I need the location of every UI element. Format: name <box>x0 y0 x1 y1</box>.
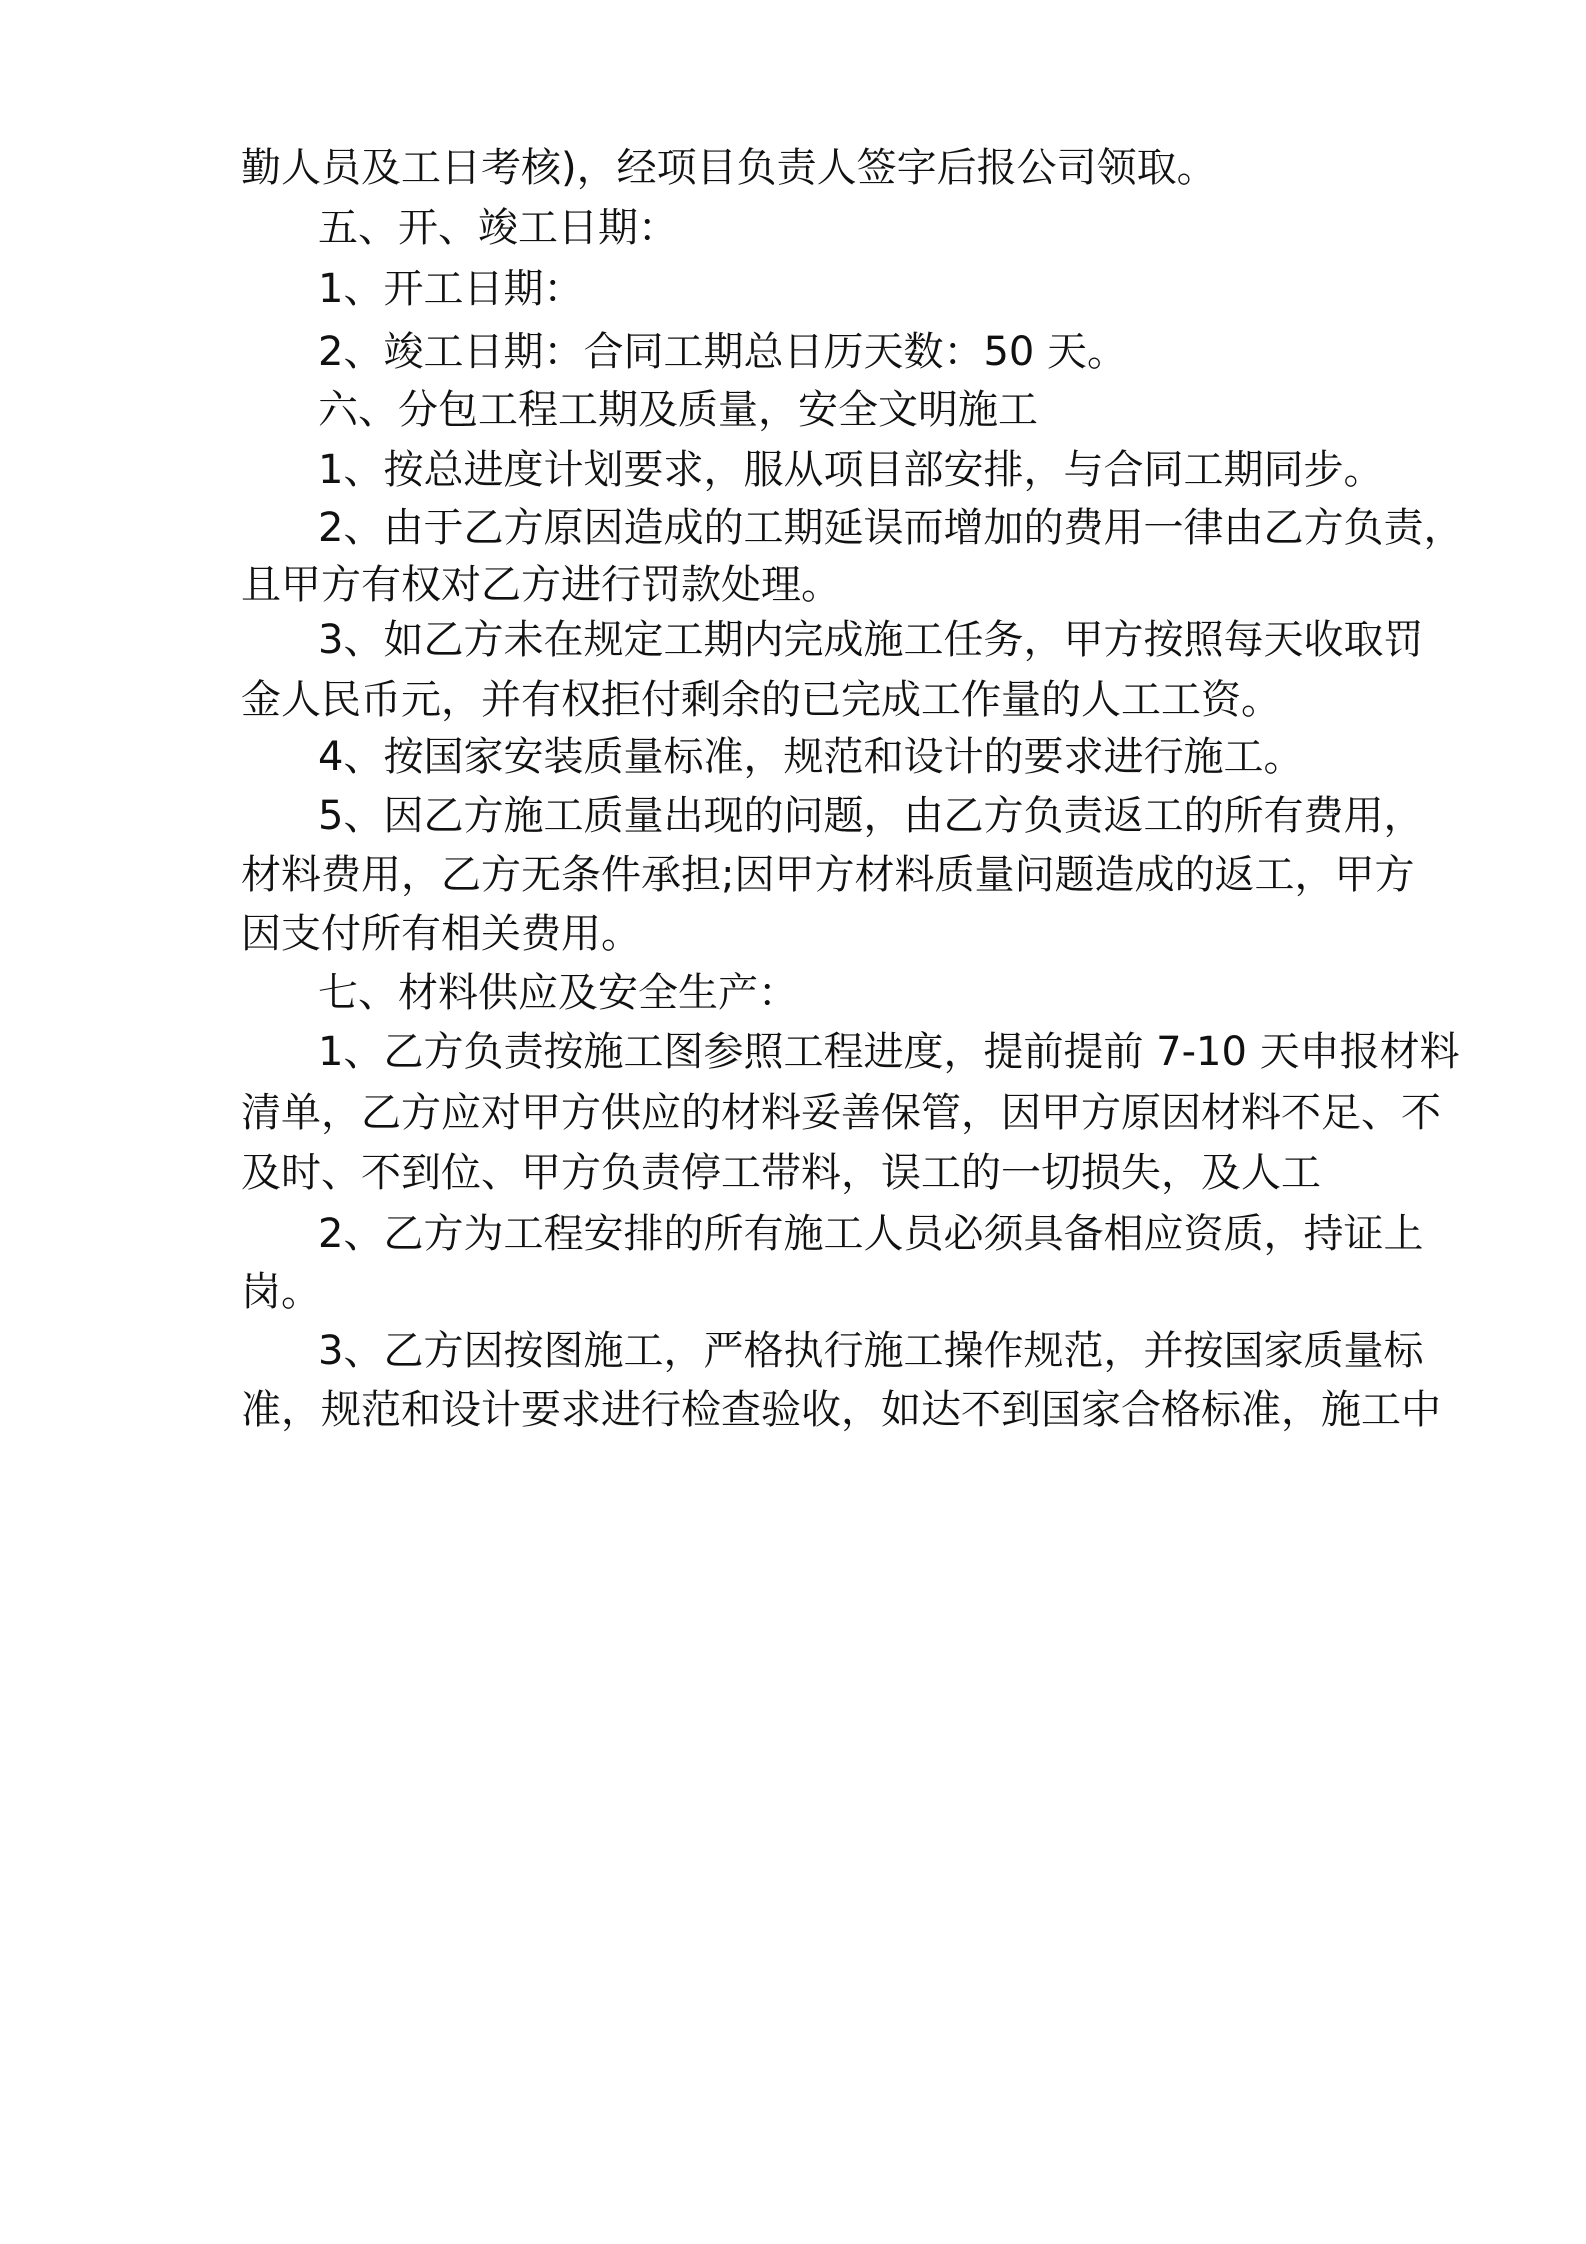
paragraph-line: 准，规范和设计要求进行检查验收，如达不到国家合格标准，施工中 <box>241 1387 1441 1433</box>
paragraph-line: 岗。 <box>241 1269 321 1315</box>
paragraph-line: 五、开、竣工日期： <box>318 205 678 251</box>
paragraph-line: 1、乙方负责按施工图参照工程进度，提前提前 7-10 天申报材料 <box>318 1029 1460 1075</box>
paragraph-line: 金人民币元，并有权拒付剩余的已完成工作量的人工工资。 <box>241 677 1281 723</box>
paragraph-line: 4、按国家安装质量标准，规范和设计的要求进行施工。 <box>318 734 1304 780</box>
paragraph-line: 且甲方有权对乙方进行罚款处理。 <box>241 562 841 608</box>
paragraph-line: 六、分包工程工期及质量，安全文明施工 <box>318 387 1038 433</box>
paragraph-line: 七、材料供应及安全生产： <box>318 970 798 1016</box>
paragraph-line: 2、竣工日期：合同工期总日历天数：50 天。 <box>318 329 1128 375</box>
paragraph-line: 2、乙方为工程安排的所有施工人员必须具备相应资质，持证上 <box>318 1211 1424 1257</box>
paragraph-line: 5、因乙方施工质量出现的问题，由乙方负责返工的所有费用， <box>318 793 1424 839</box>
paragraph-line: 因支付所有相关费用。 <box>241 911 641 957</box>
paragraph-line: 1、按总进度计划要求，服从项目部安排，与合同工期同步。 <box>318 447 1384 493</box>
paragraph-line: 2、由于乙方原因造成的工期延误而增加的费用一律由乙方负责， <box>318 505 1464 551</box>
paragraph-line: 3、如乙方未在规定工期内完成施工任务，甲方按照每天收取罚 <box>318 617 1424 663</box>
paragraph-line: 及时、不到位、甲方负责停工带料，误工的一切损失，及人工 <box>241 1150 1321 1196</box>
paragraph-line: 3、乙方因按图施工，严格执行施工操作规范，并按国家质量标 <box>318 1328 1424 1374</box>
paragraph-line: 材料费用，乙方无条件承担;因甲方材料质量问题造成的返工，甲方 <box>241 852 1415 898</box>
paragraph-line: 1、开工日期： <box>318 266 584 312</box>
paragraph-line: 勤人员及工日考核)，经项目负责人签字后报公司领取。 <box>241 145 1217 191</box>
paragraph-line: 清单，乙方应对甲方供应的材料妥善保管，因甲方原因材料不足、不 <box>241 1090 1441 1136</box>
